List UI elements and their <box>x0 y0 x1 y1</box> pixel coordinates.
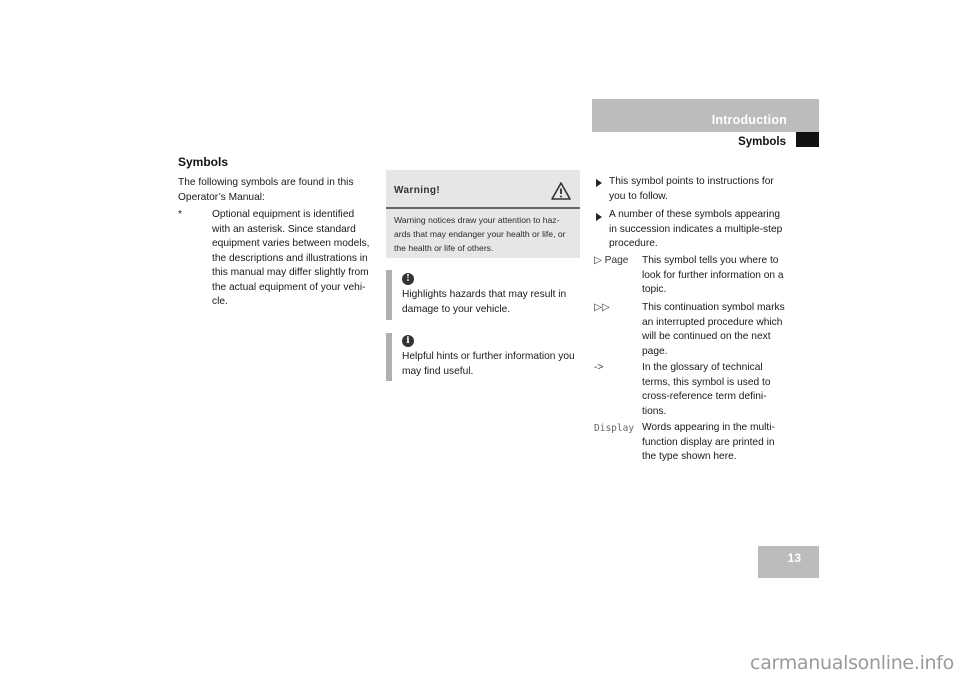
instruction-arrow-icon <box>596 179 602 187</box>
bullet-text: This symbol points to instructions for you to follow. <box>609 176 774 202</box>
definition-symbol: -> <box>594 362 604 373</box>
note-text: Highlights hazards that may result in damage to your vehicle. <box>402 289 567 315</box>
asterisk-description: Optional equipment is identified with an asterisk. Since standard equipment varies between models, the descriptions and illustrations in this manual may differ slightly from the actual equipment of your vehi-cle. <box>212 209 370 307</box>
asterisk-symbol: * <box>178 209 182 220</box>
definition-symbol: ▷ Page <box>594 255 629 266</box>
bullet-text: A number of these symbols appearing in succession indicates a multiple-step procedure. <box>609 209 783 249</box>
warning-divider <box>386 207 580 209</box>
definition-text: This symbol tells you where to look for further information on a topic. <box>642 255 784 295</box>
note-bar <box>386 333 392 381</box>
instruction-arrow-icon <box>596 213 602 221</box>
warning-title: Warning! <box>394 185 441 196</box>
subsection-title: Symbols <box>738 136 786 148</box>
note-text: Helpful hints or further information you may find useful. <box>402 351 575 377</box>
info-icon: i <box>402 335 414 347</box>
symbols-heading: Symbols <box>178 155 229 169</box>
intro-text: The following symbols are found in this Operator’s Manual: <box>178 177 354 203</box>
warning-triangle-icon <box>551 181 571 201</box>
page-number-box <box>758 546 819 578</box>
watermark: carmanualsonline.info <box>750 652 954 674</box>
definition-text: Words appearing in the multi-function display are printed in the type shown here. <box>642 422 775 462</box>
definition-symbol: ▷▷ <box>594 302 610 313</box>
definition-symbol: Display <box>594 423 635 434</box>
header-marker <box>796 132 819 147</box>
definition-text: This continuation symbol marks an interrupted procedure which will be continued on the next page. <box>642 302 785 357</box>
page-number: 13 <box>787 551 801 565</box>
header-bar <box>592 99 819 132</box>
section-title: Introduction <box>711 113 787 127</box>
note-bar <box>386 270 392 320</box>
definition-text: In the glossary of technical terms, this symbol is used to cross-reference term defini-tions. <box>642 362 771 417</box>
warning-box <box>386 170 580 258</box>
warning-text: Warning notices draw your attention to haz-ards that may endanger your health or life, or the health or life of others. <box>394 215 566 253</box>
exclamation-icon: ! <box>402 273 414 285</box>
